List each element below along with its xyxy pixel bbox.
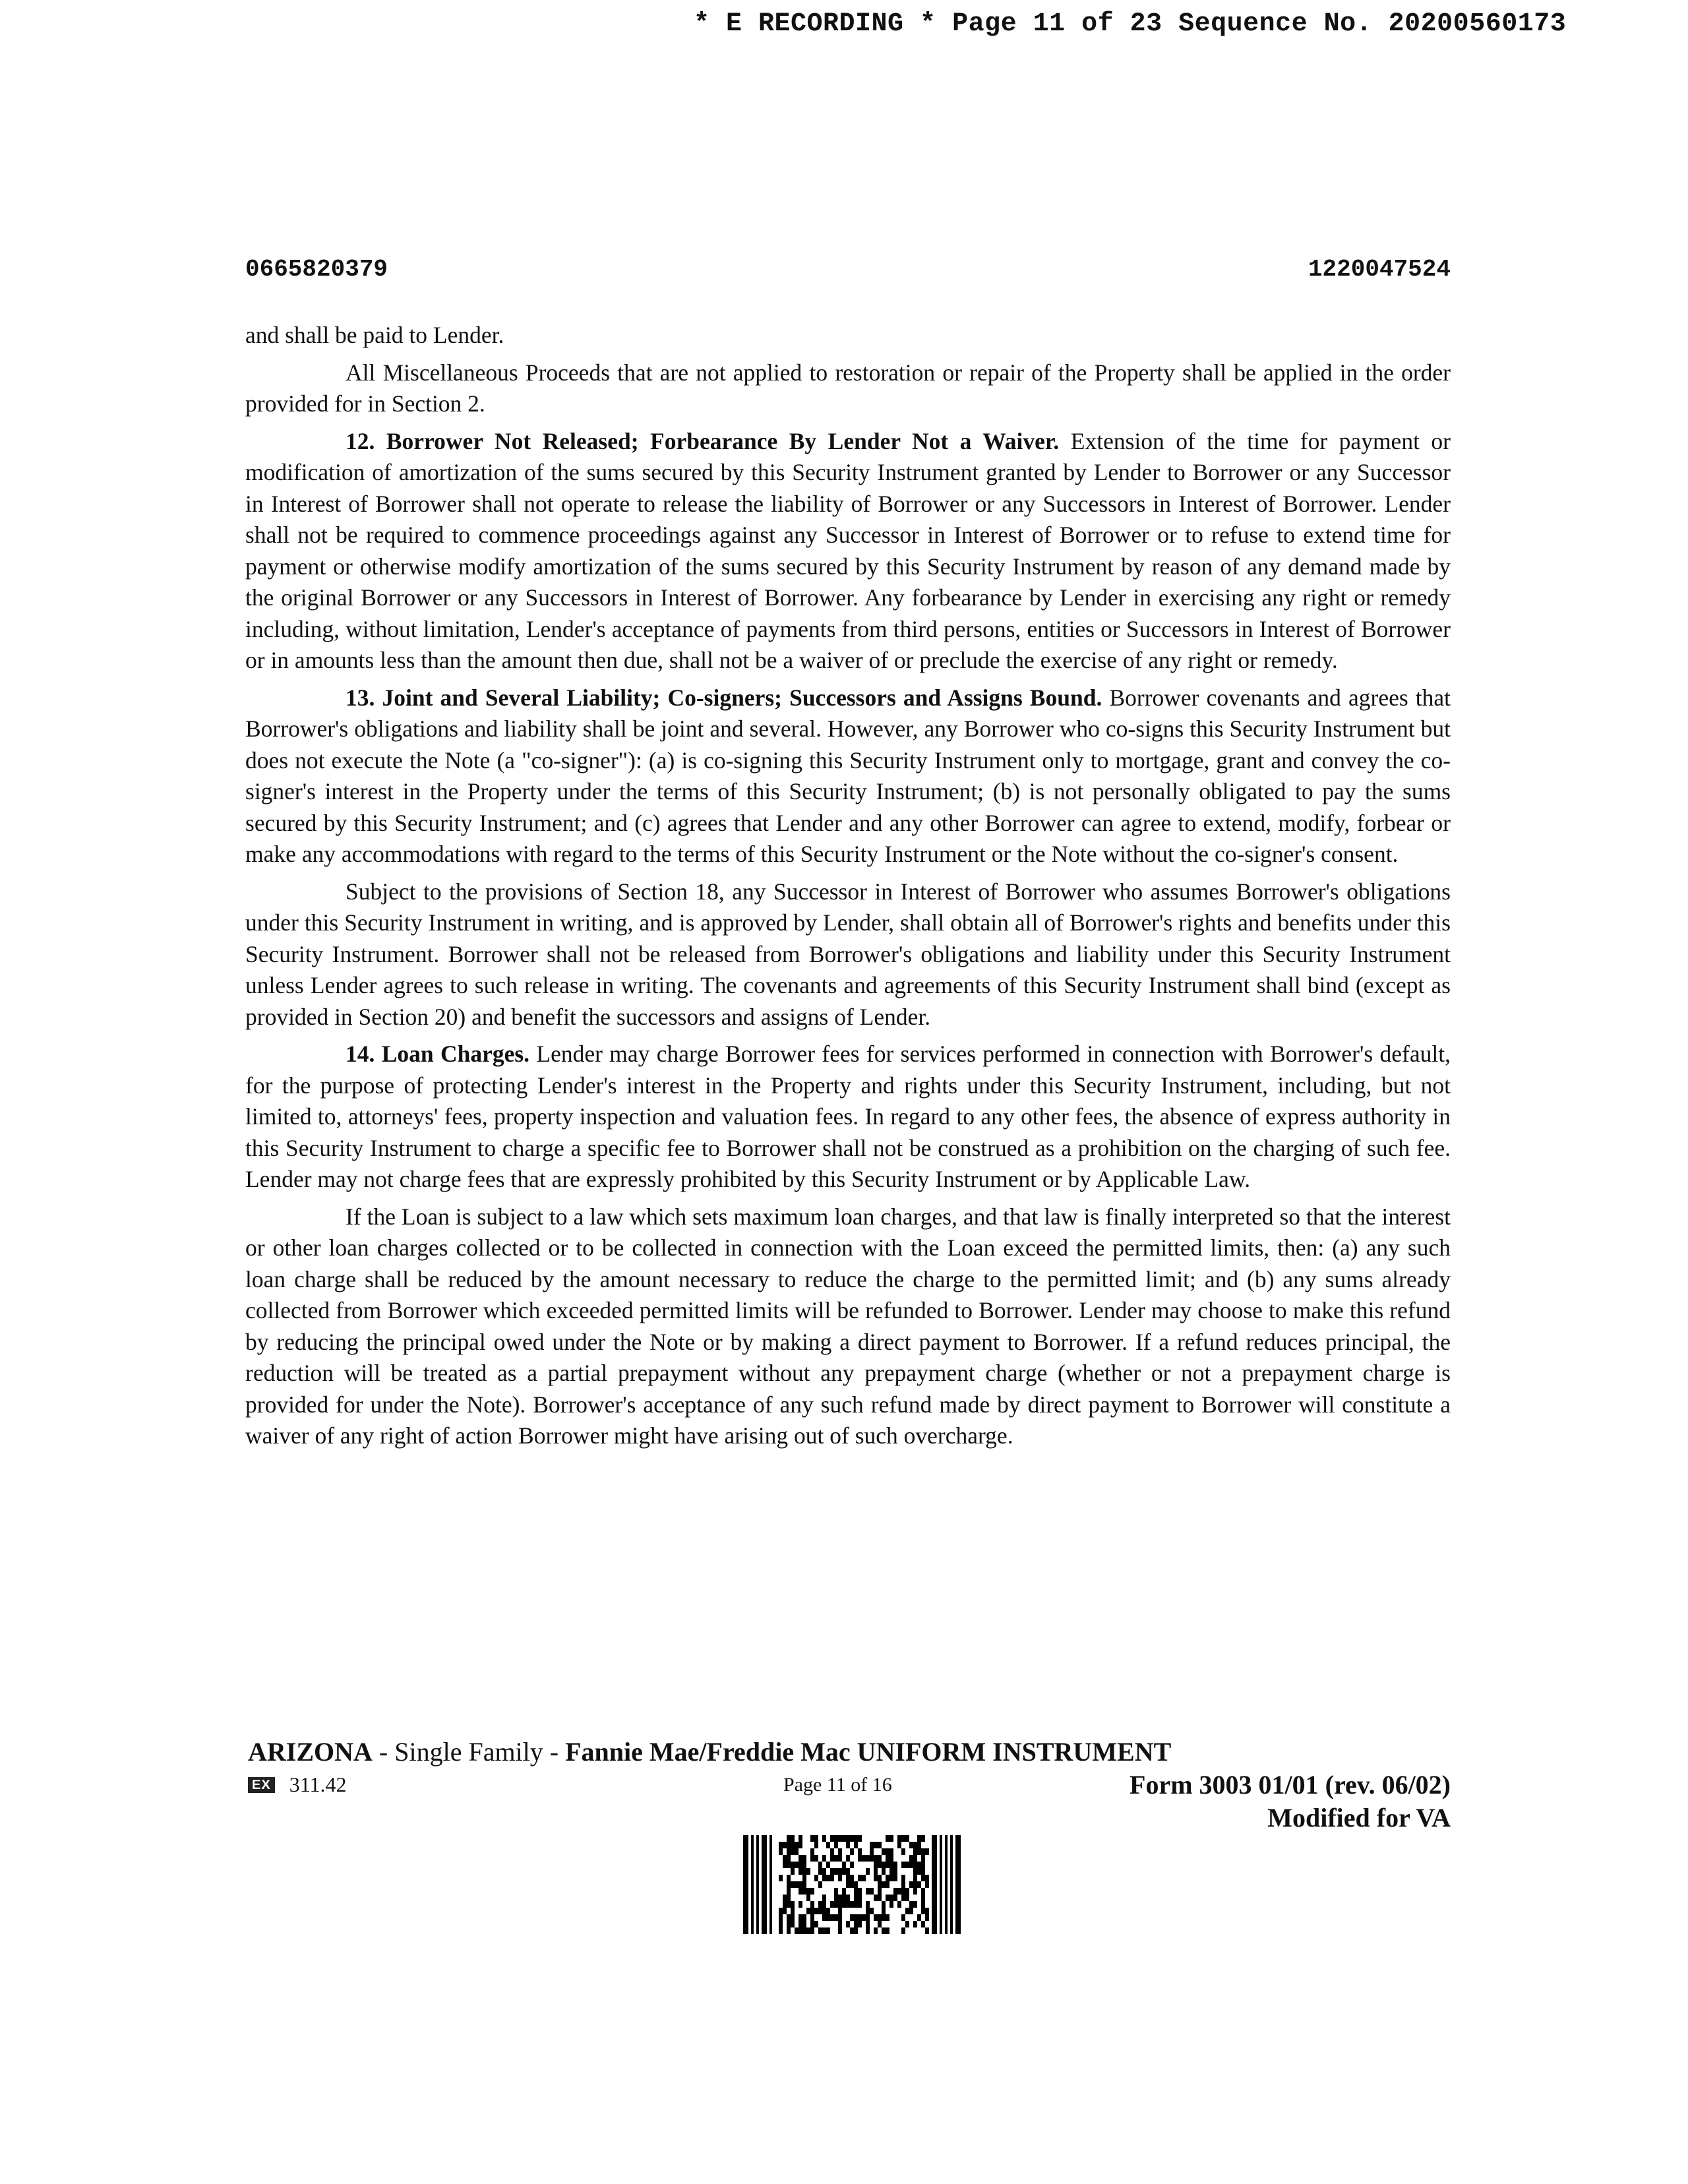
ex-logo-icon: EX [248,1777,275,1793]
loan-number-right: 1220047524 [1308,256,1451,283]
paragraph-continuation: and shall be paid to Lender. [245,322,504,348]
paragraph-miscellaneous-proceeds: All Miscellaneous Proceeds that are not applied to restoration or repair of the Property shall be applied in the order provided for in Section 2. [245,359,1451,417]
section-12-text: Extension of the time for payment or modification of amortization of the sums secured by this Security Instrument granted by Lender to Borrower or any Successor in Interest of Borrower shall not operate to release the liability of Borrower or any Successors in Interest of Borrower. Lender shall not be required to commence proceedings against any Successor in Interest of Borrower or to refuse to extend time for payment or otherwise modify amortization of the sums secured by this Security Instrument by reason of any demand made by the original Borrower or any Successors in Interest of Borrower. Any forbearance by Lender in exercising any right or remedy including, without limitation, Lender's acceptance of payments from third persons, entities or Successors in Interest of Borrower or in amounts less than the amount then due, shall not be a waiver of or preclude the exercise of any right or remedy. [245,427,1451,673]
section-14 [245,1039,1451,1196]
loan-number-row [245,256,1451,283]
section-14-heading: 14. Loan Charges. [346,1041,530,1067]
footer-instrument: Fannie Mae/Freddie Mac UNIFORM INSTRUMENT [565,1737,1172,1767]
section-12-heading: 12. Borrower Not Released; Forbearance By Lender Not a Waiver. [346,427,1060,454]
footer-modified: Modified for VA [1267,1803,1451,1833]
footer-state: ARIZONA [248,1737,373,1767]
loan-number-left: 0665820379 [245,256,388,283]
footer-page-number: Page 11 of 16 [783,1774,892,1796]
section-14-text: Lender may charge Borrower fees for services performed in connection with Borrower's default, for the purpose of protecting Lender's interest in the Property and rights under this Security Instrument, including, but not limited to, attorneys' fees, property inspection and valuation fees. In regard to any other fees, the absence of express authority in this Security Instrument to charge a specific fee to Borrower shall not be construed as a prohibition on the charging of such fee. Lender may not charge fees that are expressly prohibited by this Security Instrument or by Applicable Law. [245,1041,1451,1192]
section-13-text: Borrower covenants and agrees that Borrower's obligations and liability shall be joint and several. However, any Borrower who co-signs this Security Instrument but does not execute the Note (a "co-signer"): (a) is co-signing this Security Instrument only to mortgage, grant and convey the co-signer's interest in the Property under the terms of this Security Instrument; (b) is not personally obligated to pay the sums secured by this Security Instrument; and (c) agrees that Lender and any other Borrower can agree to extend, modify, forbear or make any accommodations with regard to the terms of this Security Instrument or the Note without the co-signer's consent. [245,684,1451,867]
section-13-paragraph-2: Subject to the provisions of Section 18, any Successor in Interest of Borrower who assumes Borrower's obligations under this Security Instrument in writing, and is approved by Lender, shall obtain all of Borrower's rights and benefits under this Security Instrument. Borrower shall not be released from Borrower's obligations and liability under this Security Instrument unless Lender agrees to such release in writing. The covenants and agreements of this Security Instrument shall bind (except as provided in Section 20) and benefit the successors and assigns of Lender. [245,878,1451,1030]
footer-family-type: - Single Family - [372,1737,566,1767]
section-13 [245,682,1451,870]
section-14-paragraph-2: If the Loan is subject to a law which sets maximum loan charges, and that law is finally interpreted so that the interest or other loan charges collected or to be collected in connection with the Loan exceed the permitted limits, then: (a) any such loan charge shall be reduced by the amount necessary to reduce the charge to the permitted limit; and (b) any sums already collected from Borrower which exceeded permitted limits will be refunded to Borrower. Lender may choose to make this refund by reducing the principal owed under the Note or by making a direct payment to Borrower. If a refund reduces principal, the reduction will be treated as a partial prepayment without any prepayment charge (whether or not a prepayment charge is provided for under the Note). Borrower's acceptance of any such refund made by direct payment to Borrower will constitute a waiver of any right of action Borrower might have arising out of such overcharge. [245,1203,1451,1449]
footer-form-info [1130,1769,1451,1835]
footer-code-number: 311.42 [289,1773,347,1796]
section-13-heading: 13. Joint and Several Liability; Co-signers; Successors and Assigns Bound. [346,684,1102,711]
footer-instrument-line [248,1736,1171,1767]
footer-form-number: Form 3003 01/01 (rev. 06/02) [1130,1770,1451,1800]
recording-header: * E RECORDING * Page 11 of 23 Sequence No. 20200560173 [694,9,1567,39]
barcode-icon [743,1835,961,1934]
footer-code [248,1773,347,1797]
section-12 [245,426,1451,677]
document-body [245,320,1451,1458]
